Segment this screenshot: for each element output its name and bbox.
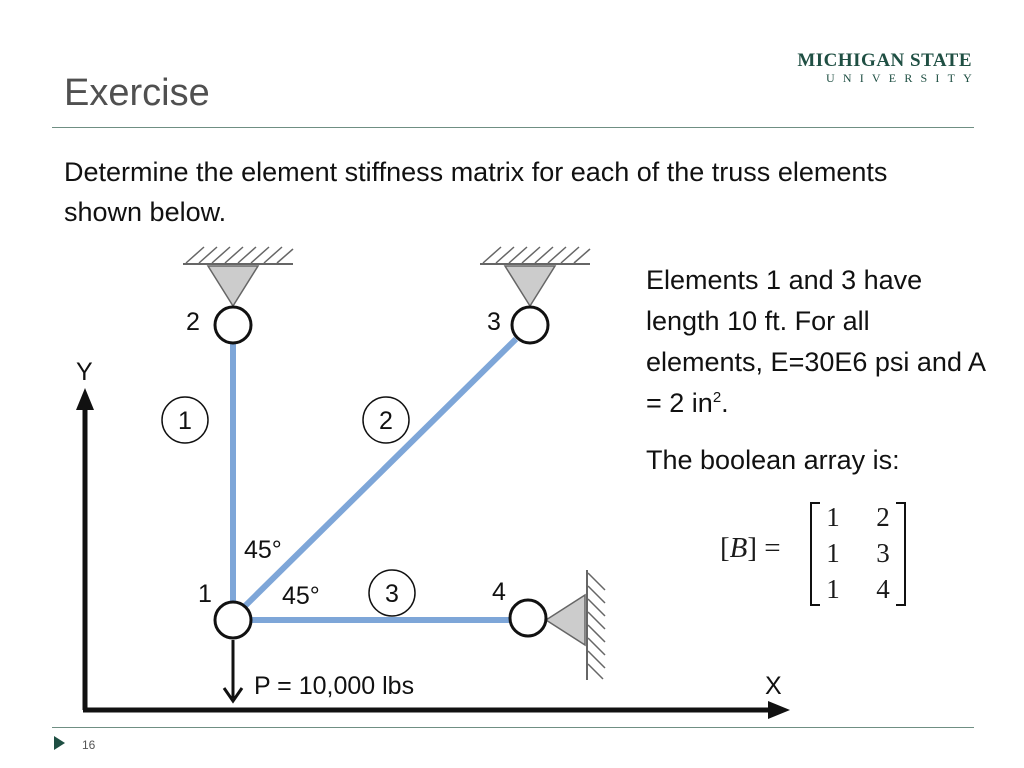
notes-boolean-intro: The boolean array is: bbox=[646, 445, 900, 475]
matrix-cell: 1 bbox=[826, 502, 840, 532]
y-axis bbox=[76, 388, 94, 710]
notes-superscript: 2 bbox=[712, 389, 722, 406]
angle-label-upper: 45° bbox=[244, 536, 282, 564]
node-4 bbox=[510, 600, 546, 636]
node-label-1: 1 bbox=[198, 580, 212, 608]
load-arrow bbox=[224, 640, 242, 701]
boolean-matrix bbox=[810, 502, 906, 606]
pin-support-node-2 bbox=[183, 247, 293, 306]
angle-label-lower: 45° bbox=[282, 582, 320, 610]
member-2 bbox=[244, 339, 516, 607]
logo-line1: MICHIGAN STATE bbox=[797, 50, 972, 71]
element-label-1: 1 bbox=[178, 407, 192, 435]
matrix-lhs-close: ] = bbox=[747, 532, 781, 564]
problem-notes bbox=[646, 260, 986, 481]
matrix-lhs bbox=[720, 532, 781, 565]
node-1 bbox=[215, 602, 251, 638]
matrix-cell: 3 bbox=[876, 538, 890, 568]
node-label-3: 3 bbox=[487, 308, 501, 336]
element-label-3: 3 bbox=[385, 580, 399, 608]
matrix-cell: 1 bbox=[826, 538, 840, 568]
pin-support-node-4 bbox=[546, 570, 605, 680]
matrix-cell: 4 bbox=[876, 574, 890, 604]
node-2 bbox=[215, 307, 251, 343]
node-label-2: 2 bbox=[186, 308, 200, 336]
logo-line2: UNIVERSITY bbox=[826, 71, 980, 85]
matrix-cell: 1 bbox=[826, 574, 840, 604]
y-axis-label: Y bbox=[76, 358, 93, 386]
notes-period: . bbox=[721, 388, 729, 418]
matrix-cell: 2 bbox=[876, 502, 890, 532]
node-label-4: 4 bbox=[492, 578, 506, 606]
element-label-2: 2 bbox=[379, 407, 393, 435]
matrix-lhs-open: [ bbox=[720, 532, 730, 564]
node-3 bbox=[512, 307, 548, 343]
matrix-right-bracket bbox=[896, 502, 906, 606]
pin-support-node-3 bbox=[480, 247, 590, 306]
boolean-matrix-equation bbox=[716, 500, 916, 610]
notes-properties-text: Elements 1 and 3 have length 10 ft. For all elements, E=30E6 psi and A = 2 in bbox=[646, 265, 985, 418]
x-axis-label: X bbox=[765, 672, 782, 700]
play-icon bbox=[54, 736, 65, 750]
notes-properties bbox=[646, 260, 986, 424]
matrix-left-bracket bbox=[810, 502, 820, 606]
slide-number: 16 bbox=[82, 738, 96, 752]
slide-title: Exercise bbox=[64, 72, 210, 114]
footer-divider bbox=[52, 727, 974, 728]
matrix-variable: B bbox=[729, 532, 748, 564]
x-axis bbox=[83, 701, 790, 719]
load-label: P = 10,000 lbs bbox=[254, 672, 415, 700]
intro-text: Determine the element stiffness matrix for each of the truss elements shown below. bbox=[64, 157, 888, 227]
